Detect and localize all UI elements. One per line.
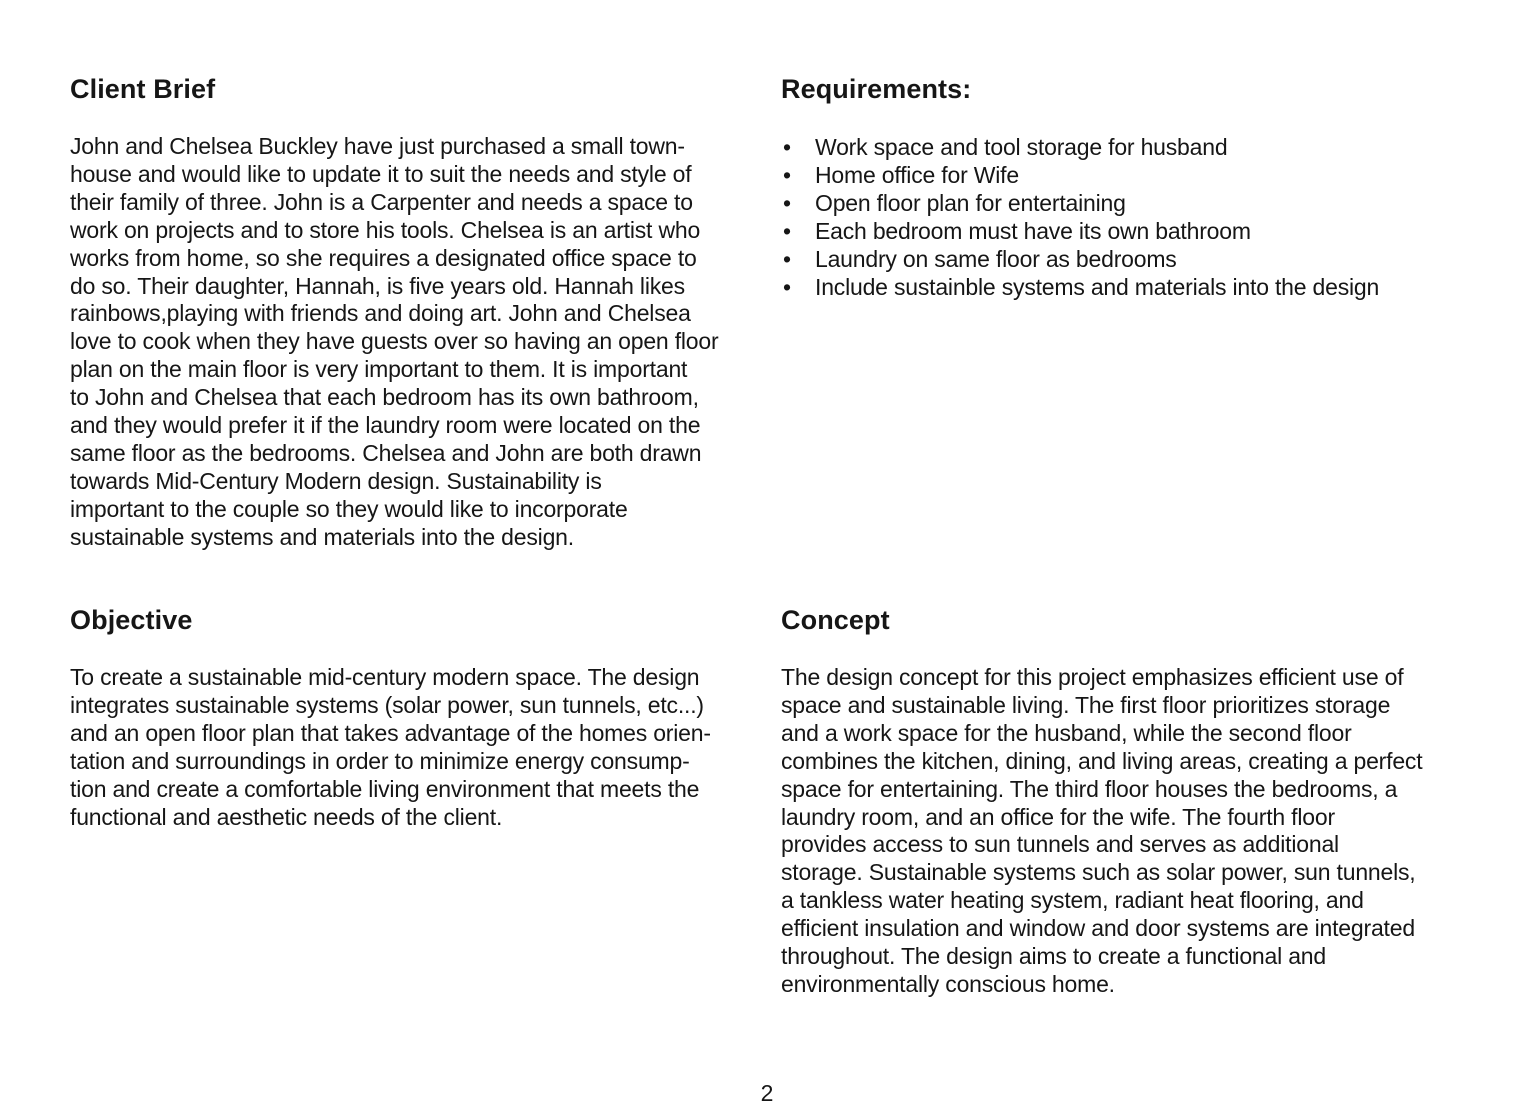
bullet-icon: •	[783, 162, 791, 189]
client-brief-heading: Client Brief	[70, 74, 216, 104]
client-brief-line: important to the couple so they would like to incorporate	[70, 495, 628, 522]
concept-text	[781, 664, 1481, 999]
objective-text	[70, 664, 770, 831]
client-brief-line: John and Chelsea Buckley have just purchased a small town-	[70, 133, 685, 159]
requirement-text: Each bedroom must have its own bathroom	[815, 218, 1251, 245]
bullet-icon: •	[783, 134, 791, 160]
concept-line: space for entertaining. The third floor houses the bedrooms, a	[781, 775, 1398, 802]
requirement-text: Laundry on same floor as bedrooms	[815, 246, 1177, 273]
objective-line: functional and aesthetic needs of the client.	[70, 803, 503, 830]
concept-line: a tankless water heating system, radiant heat flooring, and	[781, 887, 1364, 914]
requirement-item	[781, 217, 1481, 245]
concept-heading: Concept	[781, 605, 890, 635]
concept-line: The design concept for this project emphasizes efficient use of	[781, 664, 1404, 690]
requirements-section	[781, 72, 1481, 302]
bullet-icon: •	[783, 246, 791, 273]
page-number: 2	[760, 1080, 774, 1106]
client-brief-line: same floor as the bedrooms. Chelsea and John are both drawn	[70, 439, 702, 466]
client-brief-line: house and would like to update it to suit the needs and style of	[70, 160, 692, 187]
concept-line: environmentally conscious home.	[781, 970, 1115, 997]
requirement-text: Work space and tool storage for husband	[815, 134, 1228, 160]
objective-heading: Objective	[70, 605, 193, 635]
objective-line: integrates sustainable systems (solar power, sun tunnels, etc...)	[70, 691, 704, 718]
client-brief-line: works from home, so she requires a designated office space to	[70, 244, 697, 271]
requirements-heading: Requirements:	[781, 74, 972, 104]
concept-line: combines the kitchen, dining, and living areas, creating a perfect	[781, 747, 1423, 774]
client-brief-text	[70, 133, 770, 552]
requirements-list	[781, 133, 1481, 302]
concept-line: storage. Sustainable systems such as solar power, sun tunnels,	[781, 859, 1416, 886]
client-brief-line: towards Mid-Century Modern design. Sustainability is	[70, 467, 602, 494]
client-brief-line: work on projects and to store his tools. Chelsea is an artist who	[70, 216, 701, 243]
concept-line: and a work space for the husband, while the second floor	[781, 719, 1352, 746]
concept-line: provides access to sun tunnels and serves as additional	[781, 831, 1339, 858]
client-brief-line: and they would prefer it if the laundry room were located on the	[70, 412, 701, 439]
client-brief-line: their family of three. John is a Carpenter and needs a space to	[70, 188, 693, 215]
concept-section	[781, 603, 1481, 999]
requirement-text: Home office for Wife	[815, 162, 1019, 189]
requirement-item	[781, 189, 1481, 217]
requirement-text: Include sustainble systems and materials into the design	[815, 274, 1380, 301]
objective-line: and an open floor plan that takes advantage of the homes orien-	[70, 719, 711, 746]
client-brief-line: do so. Their daughter, Hannah, is five years old. Hannah likes	[70, 272, 685, 299]
bullet-icon: •	[783, 190, 791, 217]
objective-line: tation and surroundings in order to minimize energy consump-	[70, 747, 690, 774]
client-brief-line: to John and Chelsea that each bedroom has its own bathroom,	[70, 384, 699, 411]
objective-line: To create a sustainable mid-century modern space. The design	[70, 664, 700, 690]
bullet-icon: •	[783, 218, 791, 245]
client-brief-line: rainbows,playing with friends and doing art. John and Chelsea	[70, 300, 691, 327]
requirement-text: Open floor plan for entertaining	[815, 190, 1126, 217]
concept-line: space and sustainable living. The first floor prioritizes storage	[781, 691, 1391, 718]
requirement-item	[781, 161, 1481, 189]
client-brief-line: love to cook when they have guests over so having an open floor	[70, 328, 719, 355]
requirement-item	[781, 273, 1481, 301]
requirement-item	[781, 133, 1481, 161]
concept-line: laundry room, and an office for the wife. The fourth floor	[781, 803, 1335, 830]
concept-line: throughout. The design aims to create a functional and	[781, 943, 1326, 970]
client-brief-section	[70, 72, 770, 552]
concept-line: efficient insulation and window and door systems are integrated	[781, 915, 1415, 942]
client-brief-line: plan on the main floor is very important to them. It is important	[70, 356, 688, 383]
client-brief-line: sustainable systems and materials into the design.	[70, 523, 574, 550]
objective-section	[70, 603, 770, 831]
requirement-item	[781, 245, 1481, 273]
bullet-icon: •	[783, 274, 791, 301]
objective-line: tion and create a comfortable living environment that meets the	[70, 775, 700, 802]
